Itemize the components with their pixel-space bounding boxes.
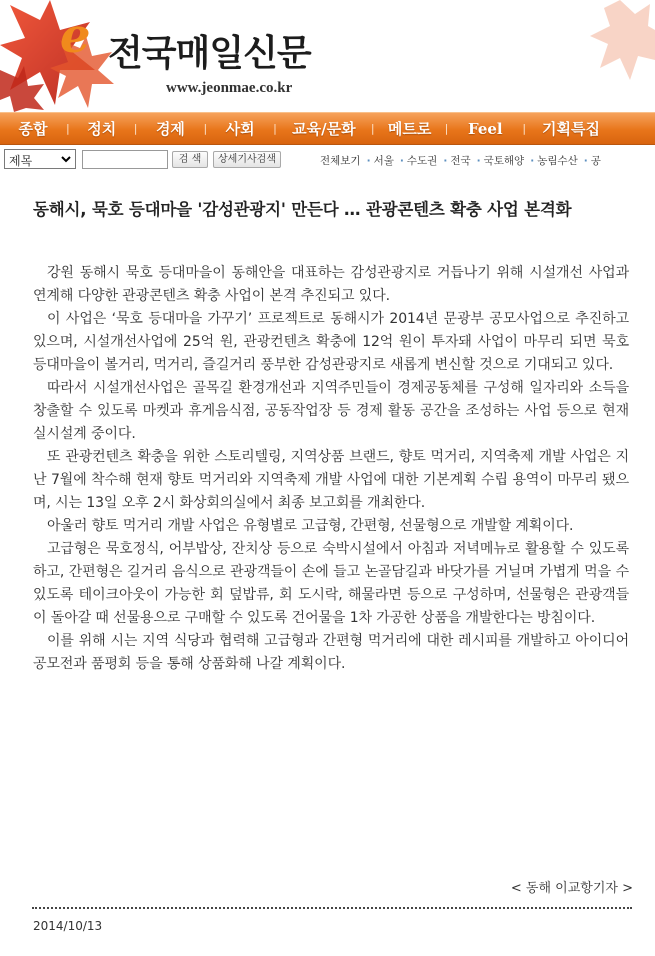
- quick-link-capital[interactable]: 수도권: [406, 155, 438, 167]
- quick-links: [320, 153, 607, 168]
- quick-link-more[interactable]: 공: [590, 155, 601, 167]
- article-paragraph: 강원 동해시 묵호 등대마을이 동해안을 대표하는 감성관광지로 거듭나기 위해 시설개선 사업과 연계해 다양한 관광콘텐츠 확충 사업이 본격 추진되고 있다.: [33, 265, 629, 304]
- site-logo-title[interactable]: 전국매일신문: [108, 33, 311, 74]
- article-title: 동해시, 묵호 등대마을 '감성관광지' 만든다 … 관광콘텐츠 확충 사업 본격화: [33, 200, 572, 219]
- article-byline[interactable]: < 동해 이교항기자 >: [510, 881, 633, 896]
- dotted-divider: [32, 907, 632, 909]
- search-field-select[interactable]: [4, 149, 76, 169]
- search-input[interactable]: [82, 150, 168, 169]
- quick-link-national[interactable]: 전국: [450, 155, 471, 167]
- article-paragraph: 아울러 향토 먹거리 개발 사업은 유형별로 고급형, 간편형, 선물형으로 개발할 계획이다.: [47, 518, 574, 534]
- bullet-icon: ·: [530, 155, 535, 167]
- article-paragraph: 이 사업은 ‘묵호 등대마을 가꾸기’ 프로젝트로 동해시가 2014년 문광부 공모사업으로 추진하고 있으며, 시설개선사업에 25억 원, 관광컨텐츠 확충에 12억 원이 투자돼 사업이 마무리 되면 묵호 등대마을이 볼거리, 먹거리, 즐길거리 풍부한 감성관광지로 새롭게 변신할 것으로 기대되고 있다.: [33, 311, 629, 373]
- nav-item-politics[interactable]: 정치: [87, 120, 117, 138]
- nav-separator: |: [133, 122, 138, 135]
- quick-link-seoul[interactable]: 서울: [373, 155, 394, 167]
- article-body: [33, 262, 629, 676]
- nav-item-general[interactable]: 종합: [18, 120, 48, 138]
- site-url: www.jeonmae.co.kr: [166, 80, 293, 96]
- article-paragraph: 따라서 시설개선사업은 골목길 환경개선과 지역주민들이 경제공동체를 구성해 일자리와 소득을 창출할 수 있도록 마켓과 휴게음식점, 공동작업장 등 경제 활동 공간을 조성하는 사업 등으로 현재 실시설계 중이다.: [33, 380, 629, 442]
- maple-leaf-right-icon: [590, 0, 655, 112]
- bullet-icon: ·: [583, 155, 588, 167]
- detail-search-button[interactable]: 상세기사검색: [213, 151, 281, 168]
- nav-item-special[interactable]: 기획특집: [542, 120, 601, 138]
- bullet-icon: ·: [366, 155, 371, 167]
- site-header: [0, 0, 655, 112]
- nav-item-metro[interactable]: 메트로: [387, 120, 432, 138]
- nav-separator: |: [522, 122, 527, 135]
- bullet-icon: ·: [443, 155, 448, 167]
- nav-item-society[interactable]: 사회: [225, 120, 255, 138]
- nav-separator: |: [203, 122, 208, 135]
- logo-mark[interactable]: e: [60, 8, 91, 64]
- chevron-down-icon: [59, 152, 73, 166]
- article-paragraph: 또 관광컨텐츠 확충을 위한 스토리텔링, 지역상품 브랜드, 향토 먹거리, 지역축제 개발 사업은 지난 7월에 착수해 현재 향토 먹거리와 지역축제 개발 사업에 대한 기본계획 수립 용역이 마무리 됐으며, 시는 13일 오후 2시 화상회의실에서 최종 보고회를 개최한다.: [33, 449, 629, 511]
- search-toolbar: [0, 145, 655, 175]
- nav-separator: |: [66, 122, 70, 135]
- main-nav: [0, 112, 655, 145]
- article-paragraph: 고급형은 묵호정식, 어부밥상, 잔치상 등으로 숙박시설에서 아침과 저녁메뉴로 활용할 수 있도록 하고, 간편형은 길거리 음식으로 관광객들이 손에 들고 논골담길과 바닷가를 거닐며 가볍게 먹을 수 있도록 테이크아웃이 가능한 회 덮밥류, 회 도시락, 해물라면 등으로 구성하며, 선물형은 관광객들이 돌아갈 때 선물용으로 구매할 수 있도록 건어물을 1차 가공한 상품을 개발한다는 방침이다.: [33, 541, 629, 626]
- nav-separator: |: [273, 122, 277, 135]
- quick-link-all[interactable]: 전체보기: [320, 155, 361, 167]
- nav-item-feel[interactable]: Feel: [468, 119, 503, 138]
- quick-link-maritime[interactable]: 국토해양: [483, 155, 525, 167]
- search-field-value: 제목: [9, 154, 33, 168]
- bullet-icon: ·: [399, 155, 404, 167]
- bullet-icon: ·: [476, 155, 481, 167]
- article-date: 2014/10/13: [33, 919, 103, 933]
- search-button[interactable]: 검 색: [172, 151, 208, 168]
- nav-separator: |: [444, 122, 449, 135]
- nav-item-education-culture[interactable]: 교육/문화: [292, 120, 356, 138]
- quick-link-agriculture[interactable]: 농림수산: [537, 155, 578, 167]
- nav-separator: |: [370, 122, 375, 135]
- article-paragraph: 이를 위해 시는 지역 식당과 협력해 고급형과 간편형 먹거리에 대한 레시피를 개발하고 아이디어 공모전과 품평회 등을 통해 상품화해 나갈 계획이다.: [33, 633, 629, 672]
- nav-item-economy[interactable]: 경제: [155, 120, 185, 138]
